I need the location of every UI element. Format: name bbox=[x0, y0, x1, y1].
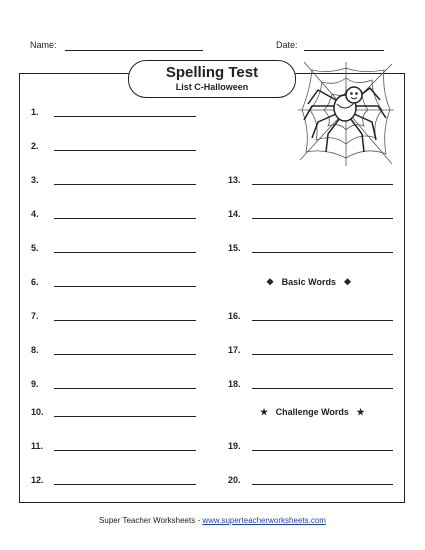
item-number: 8. bbox=[31, 345, 39, 355]
challenge-words-label: Challenge Words bbox=[275, 407, 349, 417]
item-number: 9. bbox=[31, 379, 39, 389]
answer-line[interactable] bbox=[252, 450, 393, 451]
page-title: Spelling Test bbox=[165, 64, 259, 81]
answer-line[interactable] bbox=[54, 116, 196, 117]
item-number: 11. bbox=[31, 441, 44, 451]
item-number: 12. bbox=[31, 475, 44, 485]
answer-line[interactable] bbox=[252, 184, 393, 185]
star-icon: ★ bbox=[356, 407, 365, 417]
diamond-icon: ❖ bbox=[343, 277, 352, 287]
answer-line[interactable] bbox=[54, 484, 196, 485]
date-label: Date: bbox=[276, 40, 298, 50]
item-number: 10. bbox=[31, 407, 44, 417]
answer-line[interactable] bbox=[54, 150, 196, 151]
item-number: 15. bbox=[228, 243, 241, 253]
item-number: 13. bbox=[228, 175, 241, 185]
item-number: 6. bbox=[31, 277, 39, 287]
footer bbox=[0, 516, 425, 525]
answer-line[interactable] bbox=[54, 354, 196, 355]
footer-link[interactable]: www.superteacherworksheets.com bbox=[202, 516, 326, 525]
item-number: 19. bbox=[228, 441, 241, 451]
item-number: 1. bbox=[31, 107, 39, 117]
date-field[interactable] bbox=[304, 50, 384, 51]
answer-line[interactable] bbox=[54, 388, 196, 389]
answer-line[interactable] bbox=[54, 184, 196, 185]
answer-line[interactable] bbox=[54, 416, 196, 417]
item-number: 17. bbox=[228, 345, 241, 355]
name-label: Name: bbox=[30, 40, 57, 50]
answer-line[interactable] bbox=[252, 354, 393, 355]
item-number: 14. bbox=[228, 209, 241, 219]
answer-line[interactable] bbox=[252, 252, 393, 253]
answer-line[interactable] bbox=[252, 484, 393, 485]
item-number: 16. bbox=[228, 311, 241, 321]
star-icon: ★ bbox=[260, 407, 269, 417]
item-number: 18. bbox=[228, 379, 241, 389]
item-number: 20. bbox=[228, 475, 241, 485]
page-subtitle: List C-Halloween bbox=[175, 82, 249, 92]
challenge-words-heading bbox=[260, 407, 365, 418]
item-number: 4. bbox=[31, 209, 39, 219]
item-number: 2. bbox=[31, 141, 39, 151]
answer-line[interactable] bbox=[252, 388, 393, 389]
answer-line[interactable] bbox=[54, 450, 196, 451]
name-field[interactable] bbox=[65, 50, 203, 51]
answer-line[interactable] bbox=[54, 286, 196, 287]
answer-line[interactable] bbox=[252, 320, 393, 321]
answer-line[interactable] bbox=[54, 320, 196, 321]
answer-line[interactable] bbox=[252, 218, 393, 219]
spider-web-illustration bbox=[296, 60, 396, 168]
basic-words-heading bbox=[266, 277, 352, 288]
title-banner bbox=[128, 60, 296, 98]
item-number: 5. bbox=[31, 243, 39, 253]
basic-words-label: Basic Words bbox=[281, 277, 336, 287]
answer-line[interactable] bbox=[54, 252, 196, 253]
footer-text: Super Teacher Worksheets - bbox=[99, 516, 203, 525]
answer-line[interactable] bbox=[54, 218, 196, 219]
item-number: 3. bbox=[31, 175, 39, 185]
diamond-icon: ❖ bbox=[266, 277, 275, 287]
item-number: 7. bbox=[31, 311, 39, 321]
